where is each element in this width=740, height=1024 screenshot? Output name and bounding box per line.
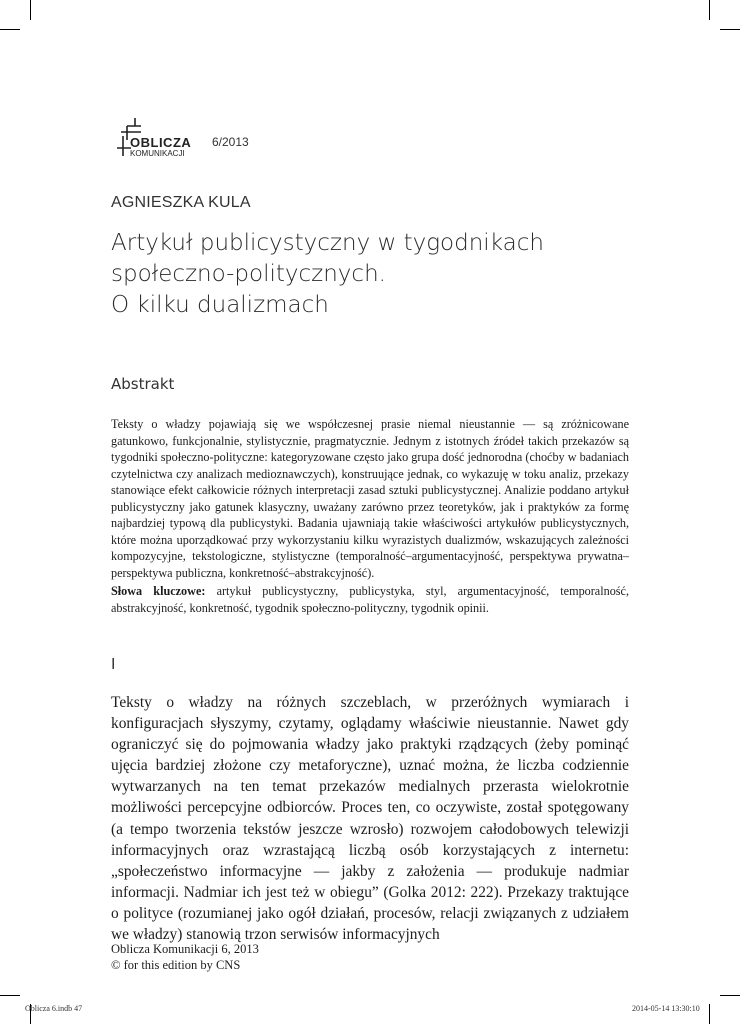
crop-mark bbox=[720, 995, 740, 996]
title-line: społeczno-politycznych. bbox=[111, 261, 386, 287]
keywords-label: Słowa kluczowe: bbox=[111, 584, 206, 598]
footer-copyright: © for this edition by CNS bbox=[111, 958, 241, 972]
crop-mark bbox=[720, 29, 740, 30]
crop-mark bbox=[709, 0, 710, 20]
journal-logo bbox=[111, 118, 211, 160]
abstract-heading: Abstrakt bbox=[111, 375, 175, 393]
abstract-text: Teksty o władzy pojawiają się we współczesnej prasie niemal nieustannie — są zróżnicowane gatunkowo, funkcjonalnie, stylistycznie, pragmatycznie. Jednym z istotnych źródeł takich przekazów są tygodniki społeczno-polityczne: kategoryzowane często jako grupa dość jednorodna (choćby w badaniach czytelnictwa czy analizach medioznawczych), konstruujące jednak, co wykazuję w toku analiz, przekazy stanowiące efekt całkowicie różnych interpretacji zasad sztuki publicystycznej. Analizie poddano artykuł publicystyczny jako gatunek klasyczny, uważany zarówno przez teoretyków, jak i praktyków za formę najbardziej typową dla publicystyki. Badania ujawniają takie właściwości artykułów publicystycznych, które można uporządkować przy wykorzystaniu kilku wyrazistych dualizmów, wskazujących zależności kompozycyjne, tekstologiczne, stylistyczne (temporalność–argumentacyjność, perspektywa prywatna–perspektywa publiczna, konkretność–abstrakcyjność). bbox=[111, 417, 629, 580]
journal-logo-mark bbox=[111, 118, 211, 160]
title-line: O kilku dualizmach bbox=[111, 292, 329, 318]
print-slug-timestamp: 2014-05-14 13:30:10 bbox=[632, 1004, 700, 1013]
crop-mark bbox=[30, 0, 31, 20]
keywords bbox=[111, 583, 629, 616]
section-number: I bbox=[111, 655, 116, 673]
issue-number: 6/2013 bbox=[212, 135, 249, 149]
footer-journal: Oblicza Komunikacji 6, 2013 bbox=[111, 942, 259, 956]
footer bbox=[111, 941, 259, 973]
logo-name: OBLICZA bbox=[130, 135, 192, 150]
print-slug-file: Oblicza 6.indb 47 bbox=[25, 1004, 83, 1013]
body-text: Teksty o władzy na różnych szczeblach, w przeróżnych wymiarach i konfiguracjach słyszymy, czytamy, oglądamy właściwie nieustannie. Nawet gdy ograniczyć się do pojmowania władzy jako praktyki rządzących (żeby pominąć ujęcia bardziej złożone czy metaforyczne), uznać można, że liczba codziennie wytwarzanych na ten temat przekazów medialnych przerasta wielokrotnie możliwości percepcyjne odbiorców. Proces ten, co oczywiste, został spotęgowany (a tempo tworzenia tekstów jeszcze wzrosło) rozwojem całodobowych telewizji informacyjnych oraz wzrastającą liczbą osób korzystających z internetu: „społeczeństwo informacyjne — jakby z założenia — produkuje nadmiar informacji. Nadmiar ich jest też w obiegu” (Golka 2012: 222). Przekazy traktujące o polityce (rozumianej jako ogół działań, procesów, relacji związanych z udziałem we władzy) stanowią trzon serwisów informacyjnych bbox=[111, 694, 629, 944]
crop-mark bbox=[0, 995, 20, 996]
crop-mark bbox=[709, 1004, 710, 1024]
title-line: Artykuł publicystyczny w tygodnikach bbox=[111, 230, 544, 256]
keywords-list: artykuł publicystyczny, publicystyka, styl, argumentacyjność, temporalność, abstrakcyjność, konkretność, tygodnik społeczno-polityczny, tygodnik opinii. bbox=[111, 584, 629, 615]
article-title bbox=[111, 228, 631, 321]
author-name: AGNIESZKA KULA bbox=[111, 194, 251, 211]
logo-sub: KOMUNIKACJI bbox=[130, 149, 185, 158]
crop-mark bbox=[0, 29, 20, 30]
